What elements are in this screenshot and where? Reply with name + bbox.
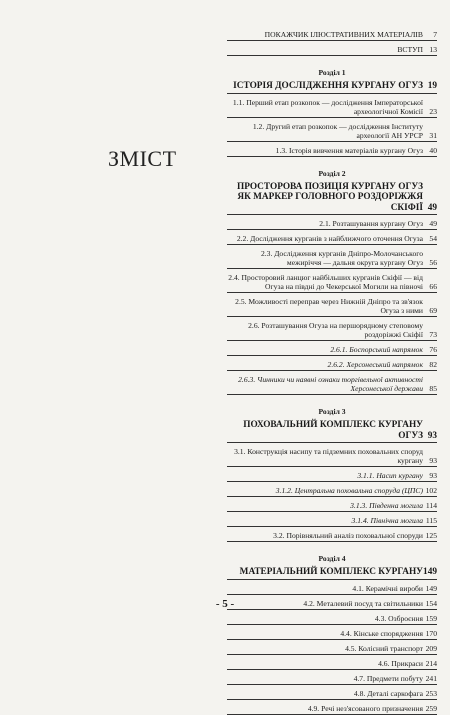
toc-entry-page: 40 (429, 145, 437, 155)
toc-entry-page: 214 (425, 658, 437, 668)
toc-entry-page: 49 (429, 219, 437, 228)
toc-entry[interactable] (227, 584, 437, 593)
toc-divider (227, 684, 437, 685)
toc-entry-title: 3.1. Конструкція насипу та підземних поховальних споруд кургану (234, 447, 423, 465)
toc-divider (227, 214, 437, 215)
toc-entry-title: МАТЕРІАЛЬНИЙ КОМПЛЕКС КУРГАНУ (239, 567, 423, 577)
toc-entry[interactable] (227, 146, 437, 155)
toc-entry-title: 4.7. Предмети побуту (353, 673, 423, 683)
toc-entry-page: 23 (429, 106, 437, 116)
toc-entry[interactable] (227, 360, 437, 369)
toc-divider (227, 466, 437, 467)
toc-entry-title: 2.6.2. Херсонеський напрямок (327, 360, 423, 369)
toc-entry[interactable] (227, 614, 437, 623)
toc-entry-page: 241 (425, 673, 437, 683)
toc-divider (227, 93, 437, 94)
toc-entry-page: 114 (425, 501, 437, 510)
toc-entry-title: 2.6.1. Боспорський напрямок (330, 345, 423, 354)
toc-divider (227, 511, 437, 512)
toc-entry-page: 170 (425, 628, 437, 638)
toc-entry-page: 93 (427, 430, 437, 441)
toc-entry-page: 73 (429, 330, 437, 339)
toc-entry-title: 3.1.2. Центральна поховальна споруда (ЦПС) (275, 486, 423, 495)
toc-entry[interactable] (227, 234, 437, 243)
toc-entry[interactable] (227, 122, 437, 140)
toc-entry-title: 3.1.3. Південна могила (350, 501, 423, 510)
toc-entry-page: 115 (425, 516, 437, 525)
toc-divider (227, 624, 437, 625)
toc-entry-page: 93 (429, 471, 437, 480)
toc-entry-title: ВСТУП (397, 45, 423, 54)
toc-entry-page: 209 (425, 643, 437, 653)
toc-entry-page: 159 (425, 613, 437, 623)
toc-entry-title: 1.2. Другий етап розкопок — дослідження Інституту археології АН УРСР (252, 121, 423, 140)
page-number: - 5 - (215, 598, 235, 610)
toc-entry[interactable] (227, 81, 437, 92)
toc-entry-title: 4.5. Колісний транспорт (345, 643, 423, 653)
toc-entry-title: 4.8. Деталі саркофага (353, 688, 423, 698)
toc-entry-page: 93 (429, 456, 437, 465)
toc-divider (227, 268, 437, 269)
toc-entry[interactable] (227, 501, 437, 510)
toc-entry-page: 31 (429, 130, 437, 140)
toc-divider (227, 340, 437, 341)
toc-entry-title: 3.1.4. Північна могила (351, 516, 423, 525)
toc-divider (227, 654, 437, 655)
toc-entry-page: 49 (427, 202, 437, 213)
toc-entry-page: 54 (429, 234, 437, 243)
toc-entry[interactable] (227, 629, 437, 638)
toc-divider (227, 156, 437, 157)
toc-divider (227, 370, 437, 371)
toc-entry[interactable] (227, 471, 437, 480)
toc-entry[interactable] (227, 345, 437, 354)
toc-entry[interactable] (227, 567, 437, 578)
toc-divider (227, 526, 437, 527)
section-heading: Розділ 2 (318, 168, 346, 178)
toc-entry-title: 2.5. Можливості переправ через Нижній Дніпро та зв'язок Огуза з ними (235, 297, 423, 315)
toc-entry-title: 2.6.3. Чинники чи наявні ознаки торгівельної активності Херсонеської держави (238, 375, 423, 393)
toc-entry-title: 2.2. Дослідження курганів з найближчого оточення Огуза (236, 234, 423, 243)
toc-entry-title: 4.2. Металевий посуд та світильники (303, 598, 423, 608)
toc-entry[interactable] (227, 375, 437, 393)
toc-entry[interactable] (227, 297, 437, 315)
section-heading: Розділ 4 (318, 554, 346, 563)
toc-entry[interactable] (227, 644, 437, 653)
toc-entry[interactable] (227, 486, 437, 495)
toc-entry[interactable] (227, 45, 437, 54)
toc-entry-title: 3.1.1. Насип кургану (357, 471, 423, 480)
toc-entry-title: 4.9. Речі нез'ясованого призначення (307, 703, 423, 713)
toc-entry-title: 1.1. Перший етап розкопок — дослідження Імператорської археологічної Комісії (232, 97, 423, 116)
toc-entry[interactable] (227, 219, 437, 228)
toc-divider (227, 117, 437, 118)
toc-entry[interactable] (227, 447, 437, 465)
toc-entry-title: ПОКАЖЧИК ІЛЮСТРАТИВНИХ МАТЕРІАЛІВ (264, 30, 423, 39)
toc-entry-page: 66 (429, 282, 437, 291)
toc-entry-title: 4.4. Кінське спорядження (340, 628, 423, 638)
toc-entry-title: ПОХОВАЛЬНИЙ КОМПЛЕКС КУРГАНУ ОГУЗ (243, 420, 423, 441)
toc-entry-title: ІСТОРІЯ ДОСЛІДЖЕННЯ КУРГАНУ ОГУЗ (233, 81, 423, 91)
toc-entry-page: 85 (429, 384, 437, 393)
section-heading: Розділ 3 (318, 407, 346, 416)
toc-divider (227, 55, 437, 56)
toc-divider (227, 229, 437, 230)
toc-divider (227, 541, 437, 542)
section-heading: Розділ 1 (318, 68, 346, 77)
toc-entry[interactable] (227, 420, 437, 441)
toc-divider (227, 481, 437, 482)
toc-divider (227, 40, 437, 41)
toc-entry[interactable] (227, 689, 437, 698)
toc-entry[interactable] (227, 182, 437, 214)
toc-entry[interactable] (227, 704, 437, 713)
toc-entry[interactable] (227, 98, 437, 116)
toc-divider (227, 669, 437, 670)
toc-entry-page: 13 (429, 45, 437, 54)
toc-entry-page: 19 (427, 81, 437, 91)
toc-divider (227, 316, 437, 317)
toc-entry-title: 1.3. Історія вивчення матеріалів кургану Огуз (275, 145, 423, 155)
toc-entry[interactable] (227, 674, 437, 683)
toc-entry-page: 76 (429, 345, 437, 354)
page-title: ЗМІСТ (108, 146, 177, 171)
table-of-contents (227, 30, 437, 715)
toc-divider (227, 141, 437, 142)
toc-entry-page: 125 (425, 531, 437, 540)
toc-entry[interactable] (227, 321, 437, 339)
toc-entry-page: 259 (425, 703, 437, 713)
toc-entry[interactable] (227, 273, 437, 291)
toc-entry-page: 253 (425, 688, 437, 698)
toc-divider (227, 714, 437, 715)
toc-entry-page: 7 (433, 30, 437, 39)
toc-entry-page: 149 (423, 567, 437, 577)
toc-entry-page: 56 (429, 258, 437, 267)
toc-entry-title: 4.1. Керамічні вироби (352, 583, 423, 593)
toc-divider (227, 292, 437, 293)
toc-divider (227, 579, 437, 580)
toc-entry[interactable] (227, 531, 437, 540)
toc-entry-title: ПРОСТОРОВА ПОЗИЦІЯ КУРГАНУ ОГУЗ ЯК МАРКЕР ГОЛОВНОГО РОЗДОРІЖЖЯ СКІФІЇ (236, 181, 423, 213)
toc-entry-page: 82 (429, 360, 437, 369)
toc-entry-page: 154 (425, 598, 437, 608)
toc-entry[interactable] (227, 516, 437, 525)
toc-entry[interactable] (227, 30, 437, 39)
toc-divider (227, 355, 437, 356)
toc-entry-title: 2.4. Просторовий ланцюг найбільших курганів Скіфії — від Огуза на півдні до Чекерської Могили на півночі (228, 273, 423, 291)
toc-entry-title: 2.1. Розташування кургану Огуз (319, 219, 423, 228)
toc-entry-title: 2.6. Розташування Огуза на першорядному степовому роздоріжжі Скіфії (248, 321, 423, 339)
toc-divider (227, 394, 437, 395)
toc-entry[interactable] (227, 249, 437, 267)
toc-entry-title: 2.3. Дослідження курганів Дніпро-Молочанського межиріччя — дальня округа кургану Огуз (260, 249, 423, 267)
toc-divider (227, 442, 437, 443)
toc-entry[interactable] (227, 659, 437, 668)
toc-divider (227, 594, 437, 595)
toc-divider (227, 699, 437, 700)
toc-entry-title: 3.2. Порівняльний аналіз поховальної споруди (273, 531, 423, 540)
toc-entry-title: 4.6. Прикраси (378, 658, 423, 668)
toc-entry-title: 4.3. Озброєння (374, 613, 423, 623)
toc-divider (227, 639, 437, 640)
toc-divider (227, 244, 437, 245)
toc-entry-page: 149 (425, 583, 437, 593)
toc-entry-page: 69 (429, 306, 437, 315)
toc-entry-page: 102 (425, 486, 437, 495)
toc-divider (227, 496, 437, 497)
